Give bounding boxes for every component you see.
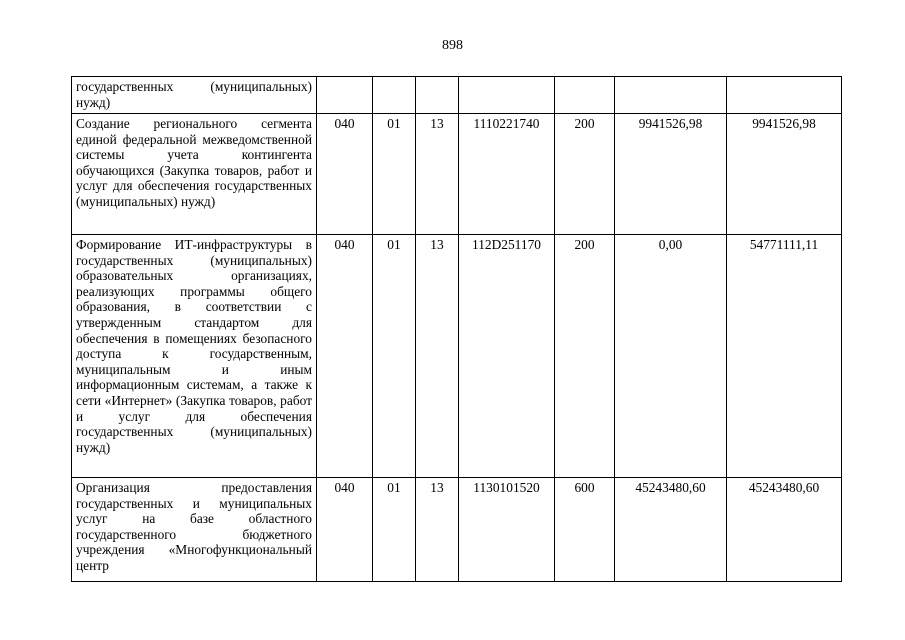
amount-2 xyxy=(727,77,842,114)
amount-1: 9941526,98 xyxy=(615,114,727,235)
subsection-code: 13 xyxy=(416,235,459,478)
amount-1 xyxy=(615,77,727,114)
target-article-code: 112D251170 xyxy=(459,235,555,478)
section-code xyxy=(373,77,416,114)
amount-2: 54771111,11 xyxy=(727,235,842,478)
amount-1: 45243480,60 xyxy=(615,478,727,582)
row-description: Формирование ИТ-инфраструктуры в государственных (муниципальных) образовательных организациях, реализующих программы общего образования, в соответствии с утвержденным стандартом для обеспечения в помещениях безопасного доступа к государственным, муниципальным и иным информационным системам, а также к сети «Интернет» (Закупка товаров, работ и услуг для обеспечения государственных (муниципальных) нужд) xyxy=(72,235,317,478)
table-row xyxy=(72,235,842,478)
target-article-code xyxy=(459,77,555,114)
section-code: 01 xyxy=(373,478,416,582)
section-code: 01 xyxy=(373,235,416,478)
expense-type-code: 600 xyxy=(555,478,615,582)
subsection-code xyxy=(416,77,459,114)
row-description: Организация предоставления государственных и муниципальных услуг на базе областного государственного бюджетного учреждения «Многофункциональный центр xyxy=(72,478,317,582)
amount-2: 45243480,60 xyxy=(727,478,842,582)
target-article-code: 1110221740 xyxy=(459,114,555,235)
subsection-code: 13 xyxy=(416,114,459,235)
expense-type-code xyxy=(555,77,615,114)
table-row xyxy=(72,114,842,235)
expense-type-code: 200 xyxy=(555,114,615,235)
amount-2: 9941526,98 xyxy=(727,114,842,235)
expense-type-code: 200 xyxy=(555,235,615,478)
row-description: Создание регионального сегмента единой федеральной межведомственной системы учета контингента обучающихся (Закупка товаров, работ и услуг для обеспечения государственных (муниципальных) нужд) xyxy=(72,114,317,235)
target-article-code: 1130101520 xyxy=(459,478,555,582)
ministry-code: 040 xyxy=(317,235,373,478)
ministry-code xyxy=(317,77,373,114)
table-row xyxy=(72,77,842,114)
ministry-code: 040 xyxy=(317,478,373,582)
subsection-code: 13 xyxy=(416,478,459,582)
amount-1: 0,00 xyxy=(615,235,727,478)
page-number: 898 xyxy=(442,38,463,53)
budget-table xyxy=(71,76,842,582)
row-description: государственных (муниципальных) нужд) xyxy=(72,77,317,114)
table-row xyxy=(72,478,842,582)
ministry-code: 040 xyxy=(317,114,373,235)
section-code: 01 xyxy=(373,114,416,235)
